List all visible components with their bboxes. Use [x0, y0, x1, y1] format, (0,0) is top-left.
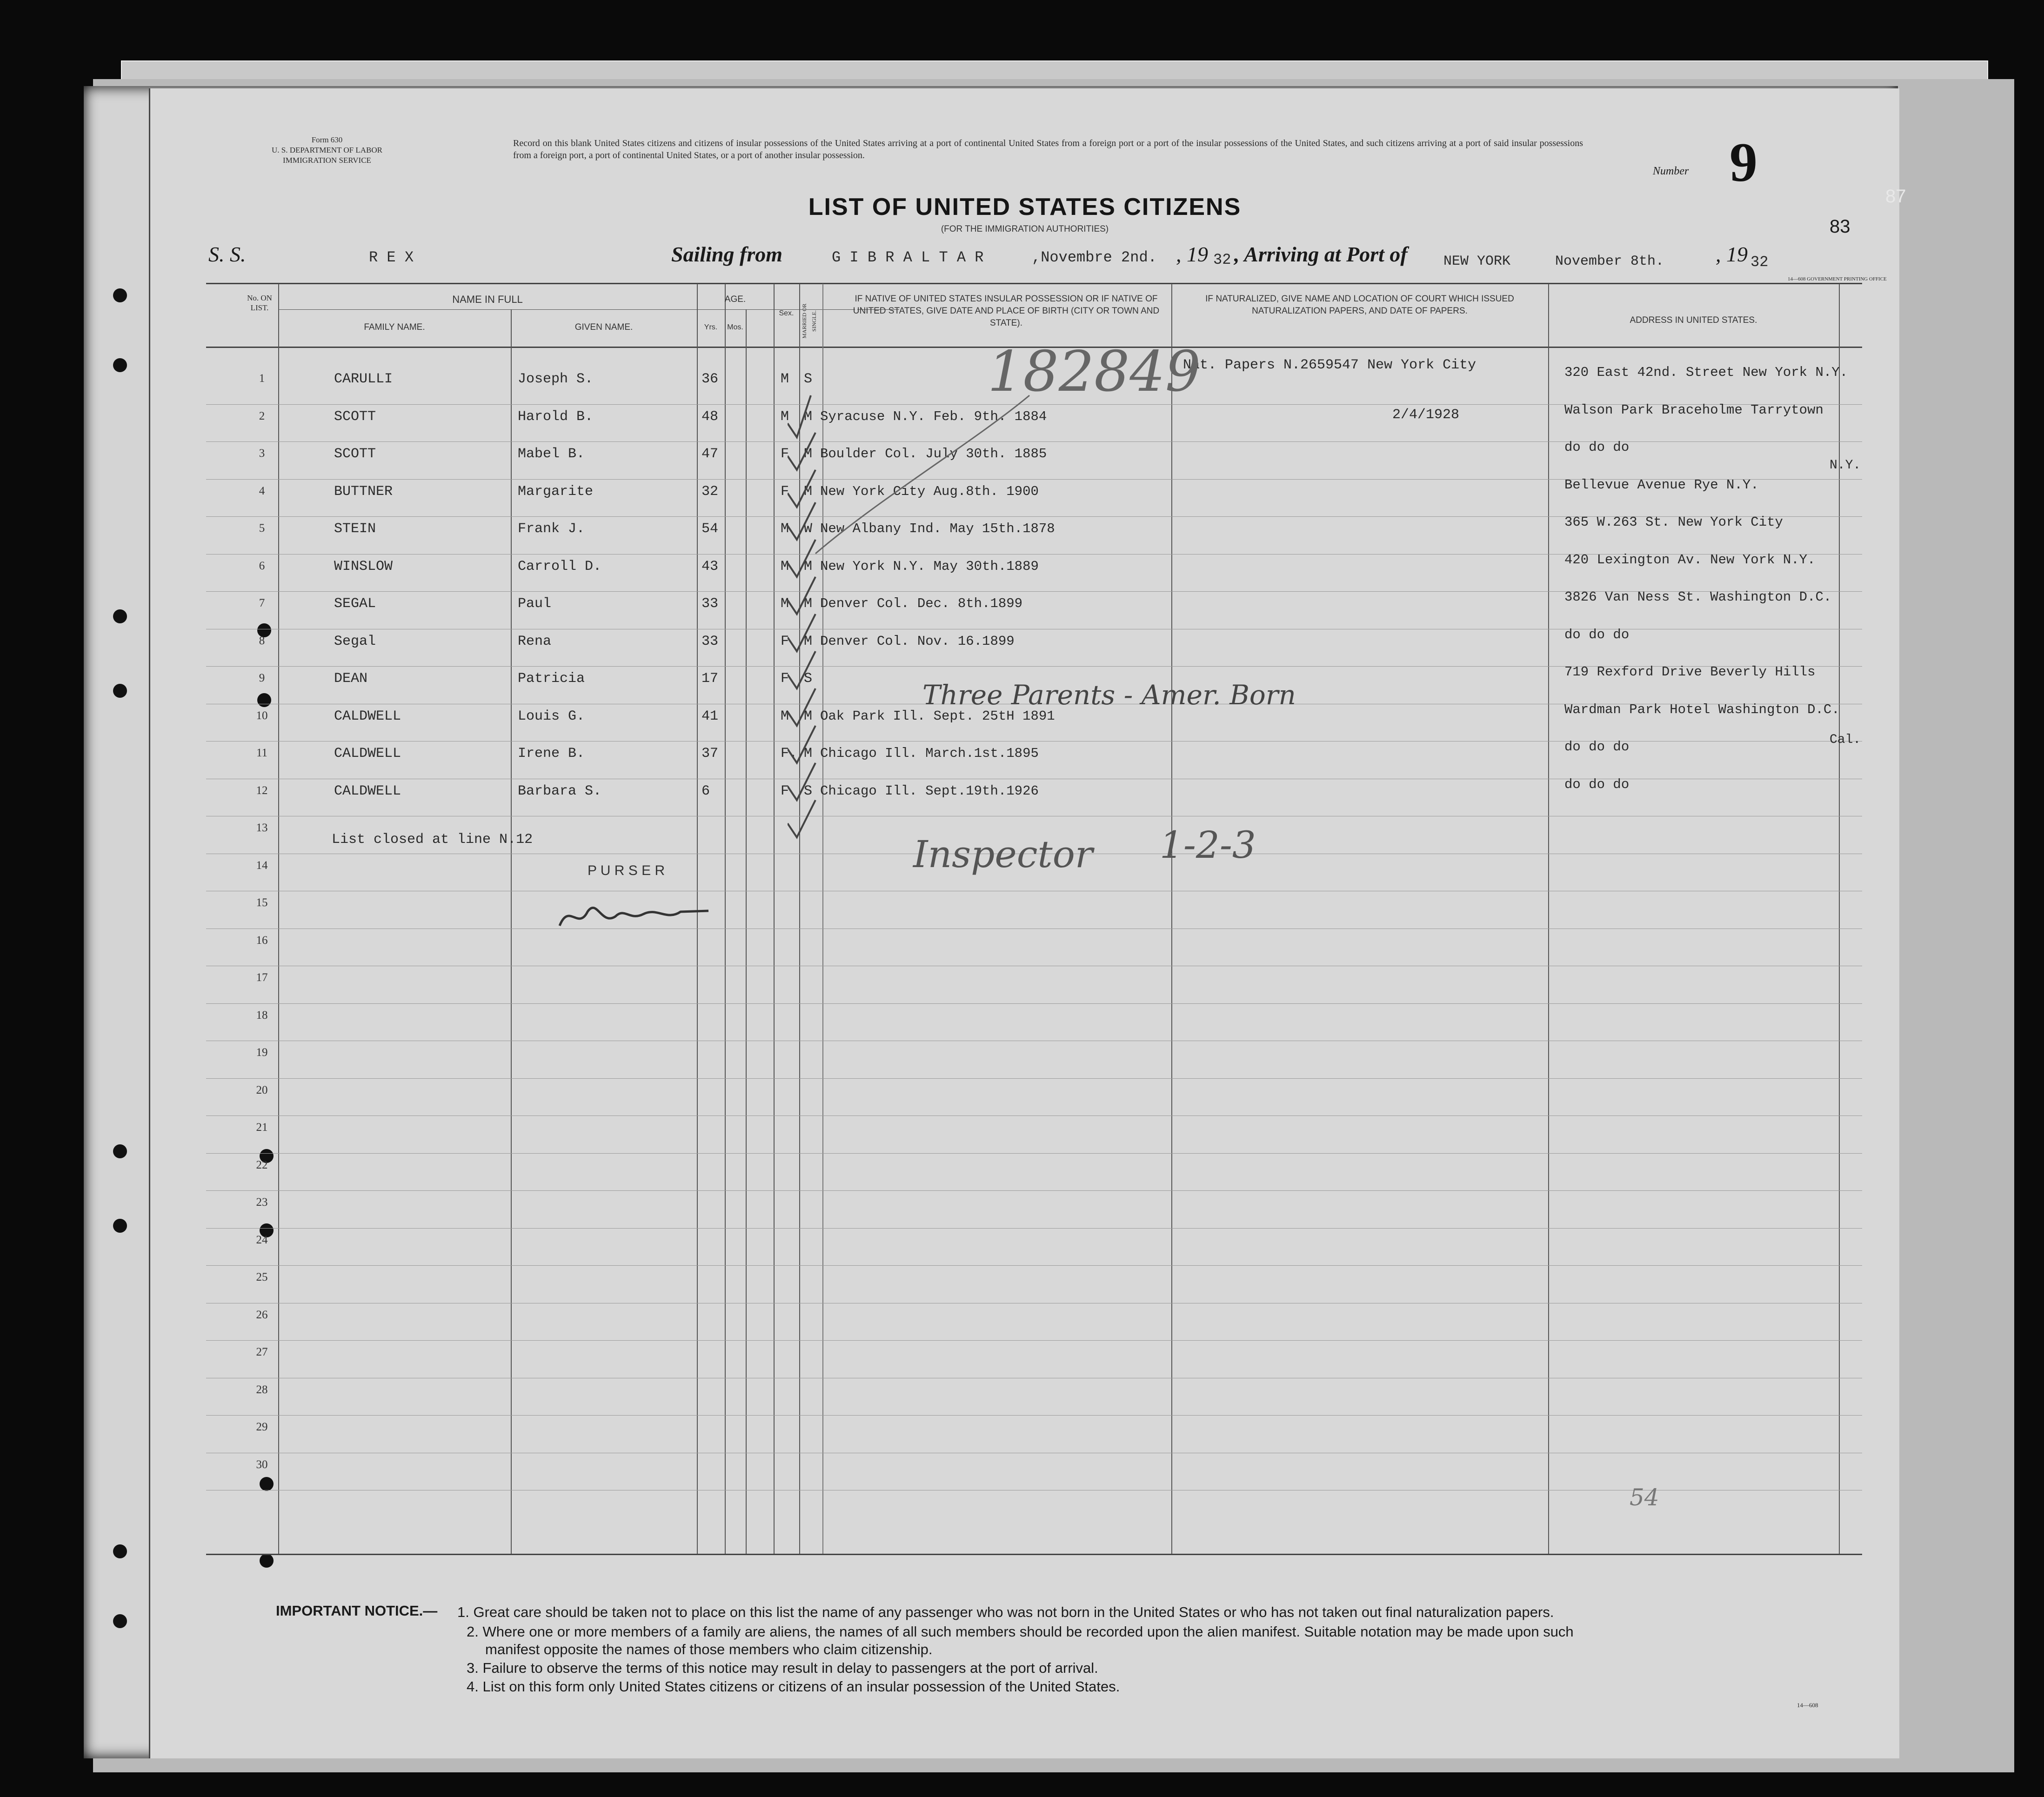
given-name-cell: Carroll D. [518, 558, 602, 575]
row-number: 5 [259, 522, 265, 534]
birth-place-cell: Syracuse N.Y. Feb. 9th. 1884 [820, 408, 1047, 424]
notice-item: 2. Where one or more members of a family are aliens, the names of all such members should be recorded upon the alien manifest. Suitable notation may be made upon such [467, 1623, 1574, 1640]
age-cell: 17 [701, 671, 719, 687]
inspector-signature: Inspector [913, 833, 1093, 876]
marital-status-cell: W [804, 521, 813, 537]
purser-label: P U R S E R [588, 863, 665, 878]
binder-hole [113, 358, 127, 372]
year-from-suffix: 32 [1213, 251, 1231, 268]
row-number: 18 [256, 1009, 268, 1022]
family-name-cell: BUTTNER [334, 483, 393, 500]
naturalization-cell: Nat. Papers N.2659547 New York City [1183, 357, 1476, 373]
page-subtitle: (FOR THE IMMIGRATION AUTHORITIES) [941, 224, 1109, 234]
binder-hole [260, 1477, 274, 1491]
marital-status-cell: S [804, 371, 813, 387]
list-closed-note: List closed at line N.12 [332, 832, 533, 848]
naturalization-date: 2/4/1928 [1392, 407, 1460, 423]
marital-status-cell: M [804, 446, 813, 462]
row-rule [206, 1153, 1862, 1154]
given-name-cell: Rena [518, 633, 552, 649]
column-rule [278, 284, 279, 1554]
row-number: 12 [256, 784, 268, 797]
header-married-single: MARRIED OR SINGLE. [801, 303, 817, 339]
age-cell: 37 [701, 746, 719, 762]
family-name-cell: WINSLOW [334, 558, 393, 575]
sailing-label: Sailing from [671, 242, 783, 266]
check-marks [788, 358, 1206, 870]
page-title: LIST OF UNITED STATES CITIZENS [808, 194, 1242, 220]
row-number: 14 [256, 859, 268, 872]
row-rule [206, 1003, 1862, 1004]
margin-number-87: 87 [1885, 186, 1906, 207]
table-bottom-rule [206, 1554, 1862, 1555]
given-name-cell: Frank J. [518, 521, 585, 537]
row-number: 4 [259, 484, 265, 497]
address-cell: Walson Park Braceholme Tarrytown [1564, 402, 1824, 418]
sex-cell: F [781, 783, 789, 799]
name-header-rule [278, 309, 855, 310]
row-number: 6 [259, 559, 265, 572]
marital-status-cell: M [804, 708, 813, 724]
binder-hole [113, 684, 127, 698]
row-rule [206, 1415, 1862, 1416]
header-given-name: GIVEN NAME. [574, 322, 633, 332]
marital-status-cell: M [804, 558, 813, 575]
date-to: November 8th. [1555, 254, 1664, 269]
row-number: 13 [256, 822, 268, 834]
row-number: 8 [259, 634, 265, 647]
given-name-cell: Louis G. [518, 708, 585, 724]
notice-item: 4. List on this form only United States citizens or citizens of an insular possession of the United States. [467, 1678, 1120, 1695]
age-cell: 43 [701, 558, 719, 575]
age-cell: 48 [701, 408, 719, 425]
row-number: 7 [259, 597, 265, 609]
binder-hole [113, 1544, 127, 1558]
row-rule [206, 1078, 1862, 1079]
birth-place-cell: Chicago Ill. March.1st.1895 [820, 746, 1039, 761]
date-from: ,Novembre 2nd. [1032, 249, 1157, 266]
address-cell: 3826 Van Ness St. Washington D.C. [1564, 589, 1832, 605]
column-rule [746, 309, 747, 1554]
binder-hole [113, 1219, 127, 1233]
notice-item: 1. Great care should be taken not to place on this list the name of any passenger who was not born in the United States or who has not taken out final naturalization papers. [457, 1604, 1554, 1620]
row-rule [206, 1340, 1862, 1341]
row-number: 1 [259, 372, 265, 385]
ss-label: S. S. [208, 242, 246, 266]
sex-cell: M [781, 596, 789, 612]
row-number: 25 [256, 1271, 268, 1283]
address-cell: 420 Lexington Av. New York N.Y. [1564, 552, 1816, 568]
column-rule [725, 284, 726, 1554]
binder-hole [113, 1614, 127, 1628]
sex-cell: F [781, 671, 789, 687]
row-number: 19 [256, 1046, 268, 1059]
header-sex: Sex. [779, 309, 794, 317]
address-continuation-ny: N.Y. [1830, 458, 1861, 473]
given-name-cell: Patricia [518, 671, 585, 687]
birth-place-cell: Denver Col. Nov. 16.1899 [820, 633, 1015, 649]
number-label: Number [1653, 165, 1689, 177]
row-number: 17 [256, 971, 268, 984]
address-cell: 365 W.263 St. New York City [1564, 514, 1783, 530]
year-from-prefix: , 19 [1176, 242, 1208, 266]
marital-status-cell: M [804, 596, 813, 612]
row-number: 11 [256, 747, 268, 759]
purser-signature [550, 888, 718, 940]
binder-hole [113, 288, 127, 302]
age-cell: 33 [701, 633, 719, 649]
sex-cell: F [781, 633, 789, 649]
family-name-cell: CALDWELL [334, 783, 401, 799]
sex-cell: M [781, 371, 789, 387]
printer-mark: 14—608 GOVERNMENT PRINTING OFFICE [1788, 276, 1887, 282]
marital-status-cell: M [804, 633, 813, 649]
given-name-cell: Barbara S. [518, 783, 602, 799]
family-name-cell: CARULLI [334, 371, 393, 387]
row-number: 20 [256, 1083, 268, 1096]
header-instruction: Record on this blank United States citizens and citizens of insular possessions of the United States arriving at a port of continental United States from a foreign port or a port of the insular possessions of the United States, and such citizens arriving at a port of said insular possessions from a foreign port, a port of continental United States, or a port of another insular possession. [513, 138, 1583, 160]
header-naturalization: IF NATURALIZED, GIVE NAME AND LOCATION OF COURT WHICH ISSUED NATURALIZATION PAPERS, AND DATE OF PAPERS. [1205, 294, 1514, 316]
address-cell: Wardman Park Hotel Washington D.C. [1564, 701, 1840, 717]
given-name-cell: Joseph S. [518, 371, 594, 387]
birth-place-cell: Denver Col. Dec. 8th.1899 [820, 596, 1023, 611]
marital-status-cell: S [804, 783, 813, 799]
notice-item: manifest opposite the names of those members who claim citizenship. [485, 1641, 933, 1657]
given-name-cell: Paul [518, 596, 552, 612]
form-service: IMMIGRATION SERVICE [283, 156, 371, 165]
row-number: 3 [259, 447, 265, 460]
header-family-name: FAMILY NAME. [364, 322, 425, 332]
family-name-cell: DEAN [334, 671, 368, 687]
header-age: AGE. [724, 294, 746, 304]
row-number: 16 [256, 934, 268, 947]
marital-status-cell: M [804, 746, 813, 762]
notice-item: 3. Failure to observe the terms of this notice may result in delay to passengers at the port of arrival. [467, 1660, 1098, 1676]
address-cell: 320 East 42nd. Street New York N.Y. [1564, 365, 1848, 380]
birth-place-cell: New Albany Ind. May 15th.1878 [820, 521, 1055, 536]
given-name-cell: Mabel B. [518, 446, 585, 462]
given-name-cell: Margarite [518, 483, 594, 500]
address-continuation-cal: Cal. [1830, 733, 1861, 747]
row-number: 29 [256, 1421, 268, 1433]
sex-cell: M [781, 558, 789, 575]
ship-name: R E X [369, 249, 414, 266]
sex-cell: F [781, 446, 789, 462]
address-cell: do do do [1564, 440, 1630, 455]
family-name-cell: STEIN [334, 521, 376, 537]
age-cell: 33 [701, 596, 719, 612]
column-rule [511, 309, 512, 1554]
port-to: NEW YORK [1443, 254, 1511, 269]
family-name-cell: CALDWELL [334, 708, 401, 724]
notice-heading: IMPORTANT NOTICE.— [276, 1603, 438, 1619]
family-name-cell: SCOTT [334, 408, 376, 425]
age-cell: 32 [701, 483, 719, 500]
handwritten-parents-note: Three Parents - Amer. Born [922, 679, 1296, 711]
column-rule [1548, 284, 1549, 1554]
column-rule [774, 284, 775, 1554]
row-number: 26 [256, 1308, 268, 1321]
sex-cell: M [781, 521, 789, 537]
address-cell: do do do [1564, 776, 1630, 792]
table-top-rule [206, 283, 1862, 284]
address-cell: Bellevue Avenue Rye N.Y. [1564, 477, 1759, 493]
birth-place-cell: New York City Aug.8th. 1900 [820, 483, 1039, 499]
given-name-cell: Irene B. [518, 746, 585, 762]
row-rule [206, 1190, 1862, 1191]
margin-number-83: 83 [1830, 216, 1850, 237]
row-number: 27 [256, 1346, 268, 1358]
marital-status-cell: M [804, 483, 813, 500]
birth-place-cell: Boulder Col. July 30th. 1885 [820, 446, 1047, 461]
family-name-cell: SCOTT [334, 446, 376, 462]
marital-status-cell: S [804, 671, 813, 687]
row-number: 30 [256, 1458, 268, 1471]
family-name-cell: Segal [334, 633, 376, 649]
header-birth-place: IF NATIVE OF UNITED STATES INSULAR POSSESSION OR IF NATIVE OF UNITED STATES, GIVE DATE AND PLACE OF BIRTH (CITY OR TOWN AND STATE). [853, 294, 1160, 328]
row-number: 10 [256, 709, 268, 722]
binder-hole [260, 1554, 274, 1568]
header-years: Yrs. [704, 323, 718, 331]
birth-place-cell: Oak Park Ill. Sept. 25tH 1891 [820, 708, 1055, 724]
birth-place-cell: Chicago Ill. Sept.19th.1926 [820, 783, 1039, 799]
row-rule [206, 1228, 1862, 1229]
family-name-cell: SEGAL [334, 596, 376, 612]
row-number: 2 [259, 409, 265, 422]
year-to-prefix: , 19 [1716, 242, 1748, 266]
row-number: 21 [256, 1121, 268, 1134]
handwritten-number: 182849 [988, 340, 1201, 404]
handwritten-bottom-number: 54 [1630, 1484, 1659, 1511]
row-number: 9 [259, 672, 265, 684]
header-name-in-full: NAME IN FULL [452, 294, 523, 305]
given-name-cell: Harold B. [518, 408, 594, 425]
row-number: 24 [256, 1233, 268, 1246]
column-rule [1839, 284, 1840, 1554]
form-number: Form 630 [311, 135, 343, 144]
age-cell: 54 [701, 521, 719, 537]
address-cell: do do do [1564, 627, 1630, 642]
address-cell: 719 Rexford Drive Beverly Hills [1564, 664, 1816, 680]
sex-cell: F [781, 483, 789, 500]
form-department: U. S. DEPARTMENT OF LABOR [272, 146, 382, 154]
arriving-label: , Arriving at Port of [1234, 242, 1408, 266]
handwritten-sequence: 1-2-3 [1160, 823, 1256, 867]
row-rule [206, 1265, 1862, 1266]
notice-code: 14—608 [1797, 1702, 1818, 1709]
family-name-cell: CALDWELL [334, 746, 401, 762]
port-from: G I B R A L T A R [832, 249, 984, 266]
age-cell: 6 [701, 783, 710, 799]
marital-status-cell: M [804, 408, 813, 425]
address-cell: do do do [1564, 739, 1630, 755]
year-to-suffix: 32 [1750, 254, 1769, 271]
row-number: 23 [256, 1196, 268, 1209]
sex-cell: M [781, 408, 789, 425]
header-no: No. ON LIST. [247, 294, 272, 312]
age-cell: 41 [701, 708, 719, 724]
header-months: Mos. [727, 323, 743, 331]
binder-hole [257, 693, 271, 707]
sex-cell: F. [781, 746, 798, 762]
number-value: 9 [1730, 131, 1757, 193]
header-address: ADDRESS IN UNITED STATES. [1630, 315, 1757, 325]
age-cell: 47 [701, 446, 719, 462]
manifest-form [149, 88, 1906, 1758]
row-number: 15 [256, 896, 268, 909]
row-number: 28 [256, 1383, 268, 1396]
sex-cell: M [781, 708, 789, 724]
birth-place-cell: New York N.Y. May 30th.1889 [820, 558, 1039, 574]
age-cell: 36 [701, 371, 719, 387]
row-number: 22 [256, 1158, 268, 1171]
binder-hole [113, 609, 127, 623]
binder-hole [113, 1144, 127, 1158]
